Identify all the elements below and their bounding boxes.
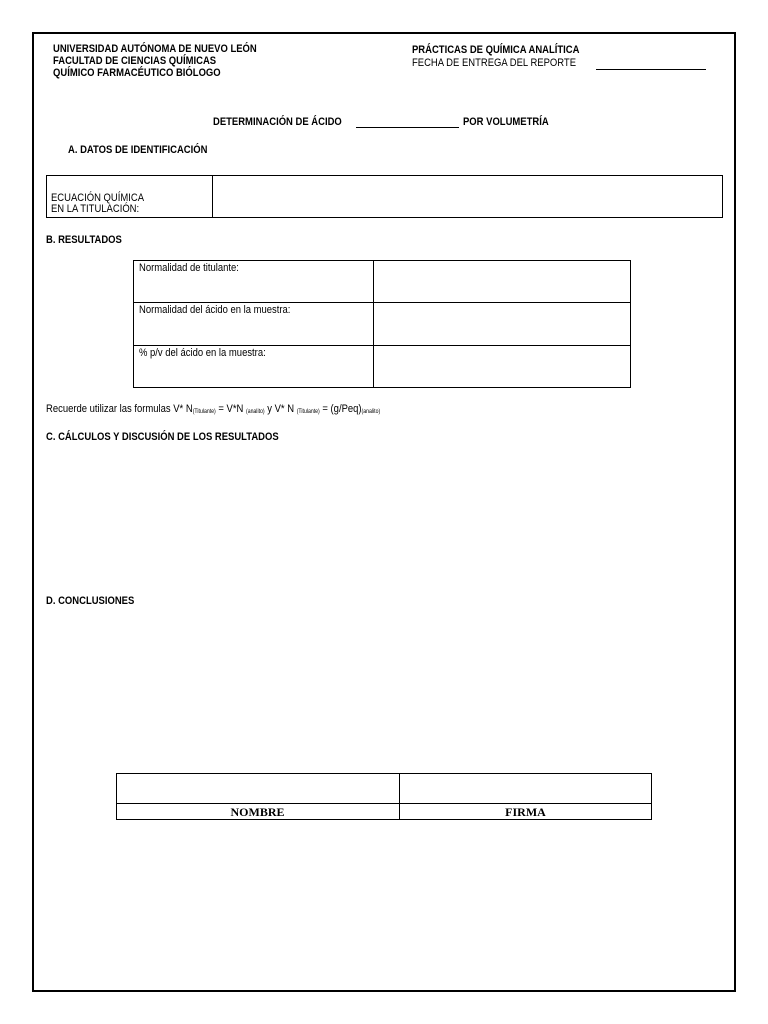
results-value-cell[interactable] [375,304,629,344]
name-field[interactable] [118,775,397,802]
due-date-field[interactable] [596,69,706,70]
section-a-heading: A. DATOS DE IDENTIFICACIÓN [68,144,208,156]
university-name: UNIVERSIDAD AUTÓNOMA DE NUEVO LEÓN [53,43,257,55]
equation-input[interactable] [214,177,721,216]
results-row-label: Normalidad de titulante: [139,262,239,274]
conclusions-area[interactable] [46,610,723,760]
calculations-area[interactable] [46,446,723,586]
results-row-separator [133,345,631,346]
results-value-cell[interactable] [375,262,629,301]
equation-label-line1: ECUACIÓN QUÍMICA [51,192,145,204]
acid-name-field[interactable] [356,127,459,128]
section-c-heading: C. CÁLCULOS Y DISCUSIÓN DE LOS RESULTADOS [46,431,279,443]
faculty-name: FACULTAD DE CIENCIAS QUÍMICAS [53,55,217,67]
title-suffix: POR VOLUMETRÍA [463,116,549,128]
equation-table-divider [212,175,213,218]
course-name: PRÁCTICAS DE QUÍMICA ANALÍTICA [412,44,580,56]
formula-reminder: Recuerde utilizar las formulas V* N(Titulante) = V*N (analito) y V* N (Titulante) = (g/Peq)(analito) [46,403,381,415]
results-value-cell[interactable] [375,347,629,387]
program-name: QUÍMICO FARMACÉUTICO BIÓLOGO [53,67,221,79]
signature-table-separator [116,803,652,804]
signature-label: FIRMA [505,805,546,819]
results-row-label: % p/v del ácido en la muestra: [139,347,266,359]
name-label: NOMBRE [230,805,285,819]
due-date-label: FECHA DE ENTREGA DEL REPORTE [412,57,577,69]
signature-field[interactable] [401,775,650,802]
equation-label-line2: EN LA TITULACIÓN: [51,203,140,215]
title-prefix: DETERMINACIÓN DE ÁCIDO [213,116,342,128]
results-table-divider [373,260,374,388]
section-d-heading: D. CONCLUSIONES [46,595,135,607]
results-row-separator [133,302,631,303]
results-row-label: Normalidad del ácido en la muestra: [139,304,291,316]
section-b-heading: B. RESULTADOS [46,234,122,246]
